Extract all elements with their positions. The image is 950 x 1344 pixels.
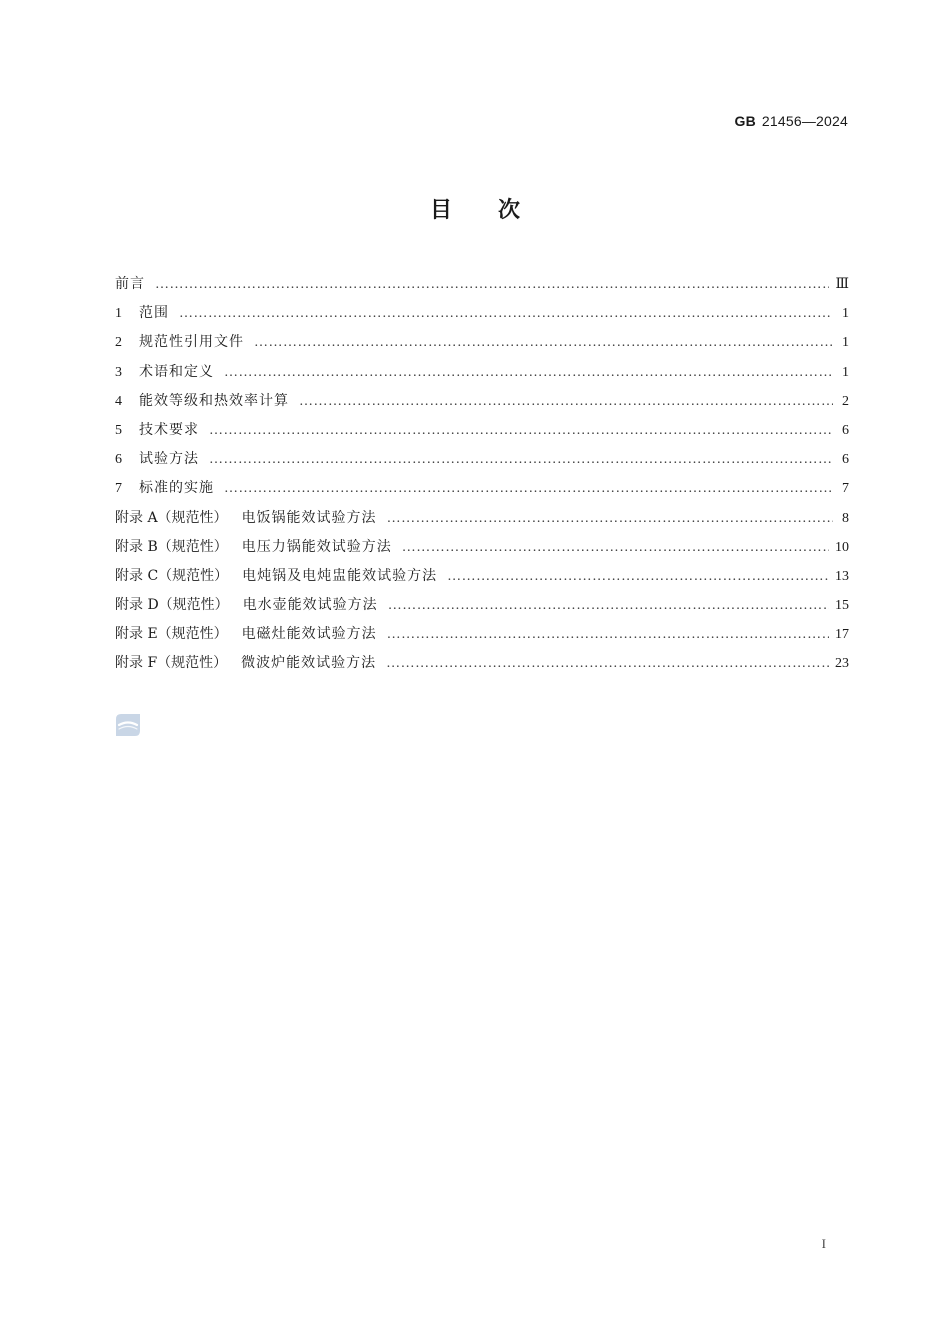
standard-number (735, 113, 848, 129)
toc-item-technical-requirements[interactable] (115, 416, 849, 445)
toc-leader (224, 358, 833, 387)
toc-item-foreword[interactable] (115, 270, 849, 299)
toc-item-page: 1 (842, 306, 849, 322)
toc-item-label: 范围 (139, 305, 169, 322)
toc-item-label: 能效等级和热效率计算 (139, 392, 289, 409)
toc-leader (387, 620, 829, 649)
toc-item-page: 8 (842, 510, 849, 526)
toc-item-page: 2 (842, 393, 849, 409)
toc-title: 目次 (429, 198, 566, 223)
toc-item-implementation[interactable] (115, 474, 849, 503)
toc-appendix-label: 附录 B（规范性） (115, 538, 228, 555)
toc-item-label: 标准的实施 (139, 480, 214, 497)
toc-item-scope[interactable] (115, 299, 849, 328)
toc-item-number: 4 (115, 393, 122, 409)
toc-item-appendix-b[interactable] (115, 533, 849, 562)
page-number: I (821, 1236, 826, 1251)
toc-leader (447, 562, 829, 591)
toc-leader (209, 445, 833, 474)
toc-item-number: 7 (115, 481, 122, 497)
stac-logo-icon (115, 713, 141, 737)
toc-item-page: 13 (835, 568, 849, 584)
toc-item-number: 1 (115, 306, 122, 322)
toc-leader (254, 328, 833, 357)
toc-item-label: 规范性引用文件 (139, 334, 244, 351)
toc-item-label: 前言 (115, 276, 145, 292)
toc-item-page: 23 (835, 656, 849, 672)
toc-appendix-label: 附录 D（规范性） (115, 597, 229, 614)
toc-item-label: 技术要求 (139, 421, 199, 438)
toc-leader (209, 416, 833, 445)
toc-leader (299, 387, 833, 416)
toc-item-label: 微波炉能效试验方法 (241, 655, 377, 672)
toc-leader (155, 270, 829, 299)
toc-appendix-label: 附录 E（规范性） (115, 626, 228, 643)
toc-item-page: 7 (842, 481, 849, 497)
toc-item-page: 17 (835, 627, 849, 643)
toc-leader (224, 474, 833, 503)
toc-item-label: 电饭锅能效试验方法 (241, 509, 377, 526)
toc-item-number: 5 (115, 422, 122, 438)
toc-item-appendix-f[interactable] (115, 649, 849, 678)
toc-item-page: 6 (842, 422, 849, 438)
toc-item-appendix-e[interactable] (115, 620, 849, 649)
toc-appendix-label: 附录 C（规范性） (115, 567, 229, 584)
toc-item-page: 1 (842, 335, 849, 351)
toc-leader (402, 533, 829, 562)
toc-item-terms-definitions[interactable] (115, 358, 849, 387)
toc-item-page: 6 (842, 452, 849, 468)
toc-item-number: 2 (115, 335, 122, 351)
toc-item-efficiency-grades[interactable] (115, 387, 849, 416)
standard-prefix: GB (734, 113, 756, 129)
toc-leader (179, 299, 833, 328)
table-of-contents (115, 270, 849, 679)
toc-appendix-label: 附录 F（规范性） (115, 655, 228, 672)
toc-item-page: 1 (842, 364, 849, 380)
toc-leader (386, 649, 829, 678)
toc-item-page: 15 (835, 598, 849, 614)
toc-item-label: 试验方法 (139, 451, 199, 468)
toc-appendix-label: 附录 A（规范性） (115, 509, 228, 526)
toc-item-label: 电磁灶能效试验方法 (241, 626, 377, 643)
toc-leader (388, 591, 829, 620)
standard-code: 21456—2024 (761, 113, 848, 129)
toc-item-appendix-d[interactable] (115, 591, 849, 620)
toc-item-number: 3 (115, 364, 122, 380)
toc-item-number: 6 (115, 452, 122, 468)
toc-item-label: 术语和定义 (139, 363, 214, 380)
toc-item-label: 电压力锅能效试验方法 (241, 538, 392, 555)
toc-leader (387, 504, 833, 533)
toc-item-test-methods[interactable] (115, 445, 849, 474)
toc-item-appendix-c[interactable] (115, 562, 849, 591)
toc-item-page: 10 (835, 539, 849, 555)
toc-item-label: 电水壶能效试验方法 (242, 597, 378, 614)
toc-item-label: 电炖锅及电炖盅能效试验方法 (242, 567, 438, 584)
toc-item-appendix-a[interactable] (115, 504, 849, 533)
toc-item-normative-references[interactable] (115, 328, 849, 357)
toc-item-page: Ⅲ (835, 277, 849, 292)
